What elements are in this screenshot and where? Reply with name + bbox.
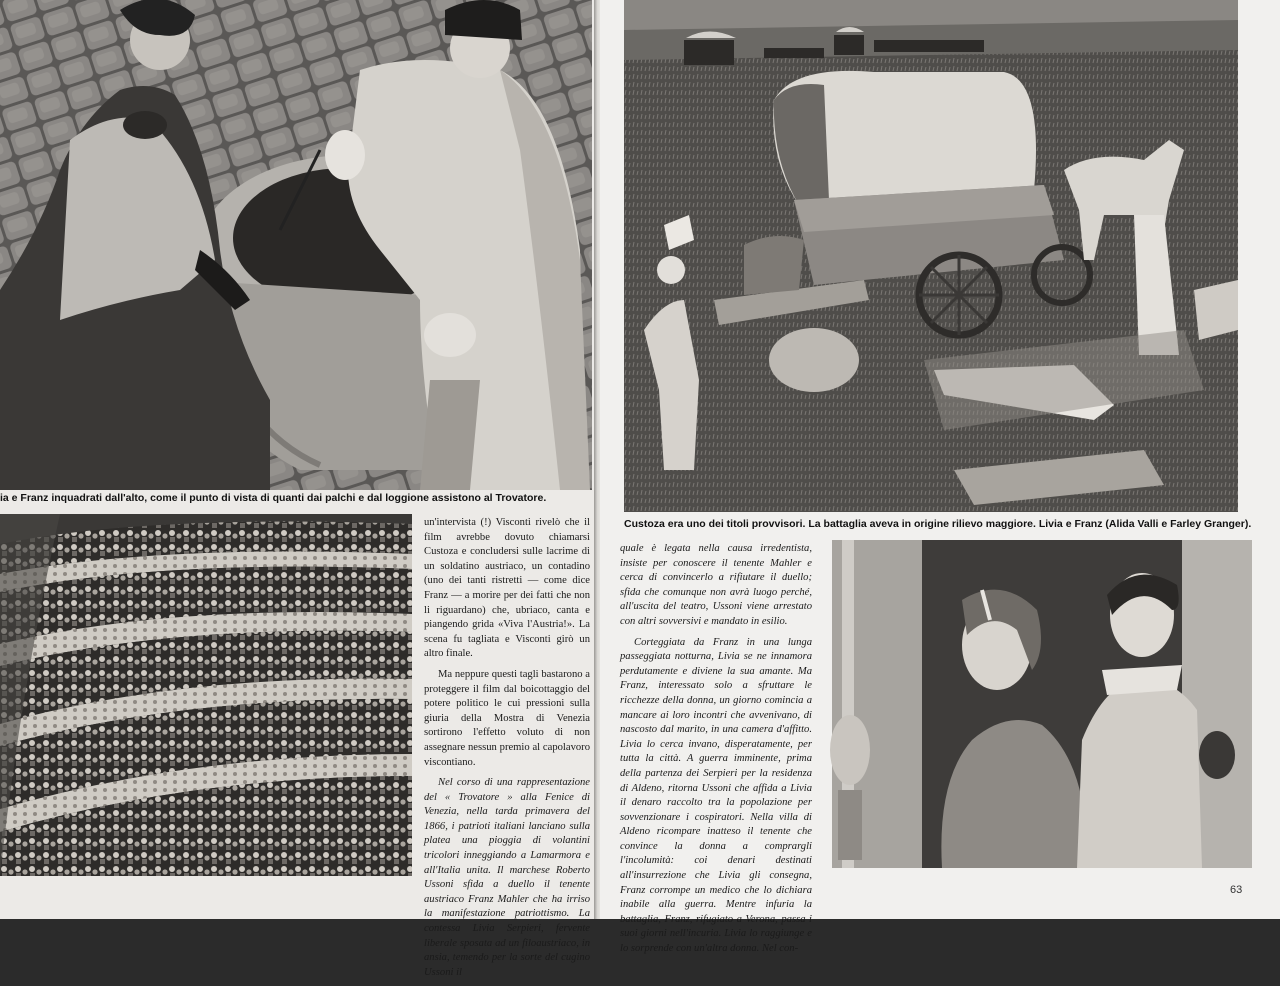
right-text-column — [620, 542, 812, 963]
battlefield-wagon-photo — [624, 0, 1238, 512]
well-scene-image — [0, 0, 592, 490]
well-scene-caption: ia e Franz inquadrati dall'alto, come il punto di vista di quanti dai palchi e dal loggione assistono al Trovatore. — [0, 492, 547, 504]
left-text-column — [424, 516, 590, 986]
theater-boxes-photo — [0, 514, 412, 876]
left-paragraph-2: Ma neppure questi tagli bastarono a proteggere il film dal boicottaggio del potere politico le cui pressioni sulla giuria della Mostra di Venezia sortirono l'effetto voluto di non assegnare nessun premio al capolavoro viscontiano. — [424, 668, 590, 768]
portrait-photo — [832, 540, 1252, 868]
portrait-image — [832, 540, 1252, 868]
left-page — [0, 0, 596, 978]
well-scene-photo — [0, 0, 592, 490]
battlefield-caption: Custoza era uno dei titoli provvisori. La battaglia aveva in origine rilievo maggiore. Livia e Franz (Alida Valli e Farley Granger). — [624, 518, 1252, 530]
left-paragraph-1: un'intervista (!) Visconti rivelò che il film avrebbe dovuto chiamarsi Custoza e concludersi sulle lacrime di un soldatino austriaco, un contadino (uno dei tanti ristretti — come dice Franz — a morire per dei fatti che non li riguardano) che, ubriaco, canta e piangendo grida «Viva l'Austria!». La scena fu tagliata e Visconti girò un altro finale. — [424, 517, 590, 660]
right-paragraph-1: quale è legata nella causa irredentista, insiste per conoscere il tenente Mahler e cerca di convincerlo a rifiutare il duello; sfida che comunque non avrà luogo perché, all'uscita del teatro, Ussoni viene arrestato con altri sovversivi e mandato in esilio. — [620, 543, 812, 627]
left-paragraph-3: Nel corso di una rappresentazione del « Trovatore » alla Fenice di Venezia, nella tarda primavera del 1866, i patrioti italiani lanciano sulla platea una pioggia di volantini tricolori inneggiando a Lamarmora e all'Italia unita. Il marchese Roberto Ussoni sfida a duello il tenente austriaco Franz Mahler che ha irriso la manifestazione patriottismo. La contessa Livia Serpieri, fervente liberale sposata ad un filoaustriaco, in ansia, temendo per la sorte del cugino Ussoni il — [424, 777, 590, 978]
page-number: 63 — [1230, 884, 1243, 896]
right-page — [600, 0, 1280, 955]
battlefield-wagon-image — [624, 0, 1238, 512]
theater-boxes-image — [0, 514, 412, 876]
right-paragraph-2: Corteggiata da Franz in una lunga passeggiata notturna, Livia se ne innamora perdutamente e diviene la sua amante. Ma Franz, interessato solo a sfruttare le ricchezze della donna, un giorno comincia a mancare ai loro incontri che avvenivano, di nascosto dal marito, in una camera d'affitto. Livia lo cerca invano, disperatamente, per tutta la città. A guerra imminente, prima della partenza dei Serpieri per la residenza di Aldeno, ritorna Ussoni che affida a Livia il denaro raccolto tra la popolazione per sovvenzionare i cospiratori. Nella villa di Aldeno ricompare inatteso il tenente che convince la donna a comprargli l'incolumità: coi denari destinati all'insurrezione che Livia gli consegna, Franz corrompe un medico che lo dichiara inabile alla guerra. Mentre infuria la battaglia, Franz, rifugiato a Verona, passa i suoi giorni nell'incuria. Livia lo raggiunge e lo sorprende con un'altra donna. Nel con- — [620, 636, 812, 955]
